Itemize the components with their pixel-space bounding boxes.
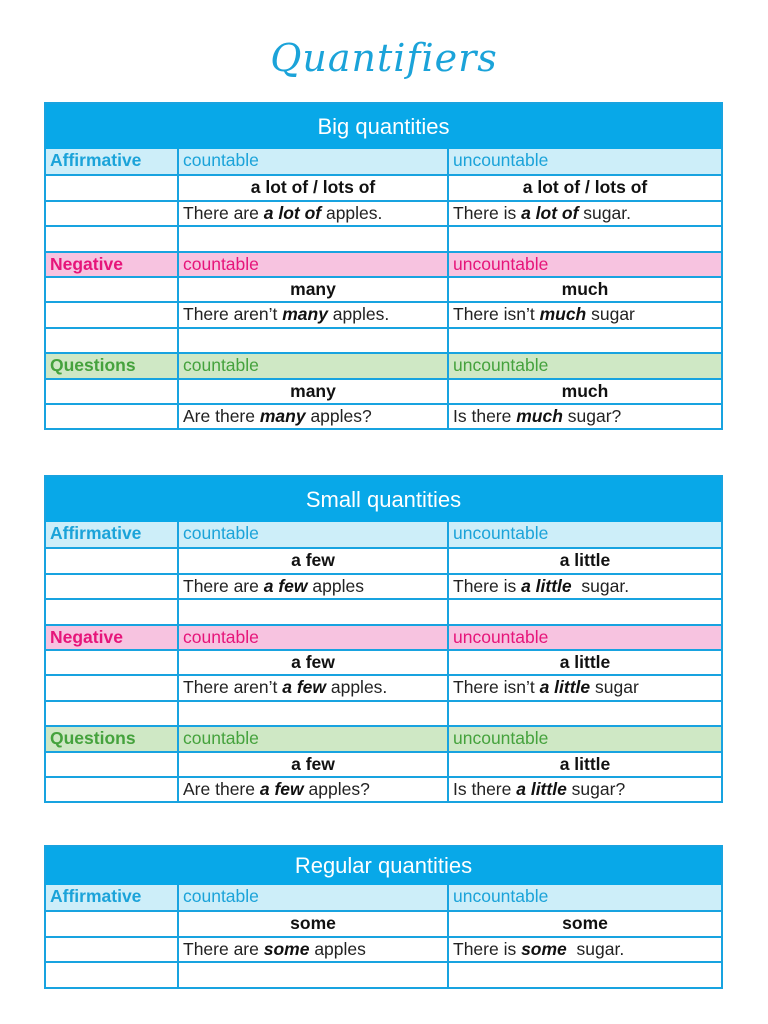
small-quantities-table — [44, 475, 723, 803]
example-countable: There are a few apples — [179, 575, 449, 598]
uncountable-label: uncountable — [449, 727, 721, 750]
questions-label: Questions — [46, 727, 179, 750]
example-uncountable: Is there much sugar? — [453, 405, 622, 426]
example-countable: There are a lot of apples. — [179, 202, 449, 225]
uncountable-label: uncountable — [449, 626, 721, 649]
quantifier-row — [46, 174, 721, 199]
quantifier-countable: a few — [179, 753, 449, 776]
quantifier-countable: a lot of / lots of — [179, 176, 449, 199]
countable-label: countable — [179, 354, 449, 377]
example-row — [46, 674, 721, 699]
page-title: Quantifiers — [270, 36, 498, 80]
example-countable: Are there a few apples? — [179, 778, 449, 801]
uncountable-label: uncountable — [449, 354, 721, 377]
quantifier-row — [46, 547, 721, 572]
example-row — [46, 936, 721, 961]
quantifier-countable: some — [179, 912, 449, 935]
example-uncountable: There is a little sugar. — [453, 575, 630, 596]
quantifier-countable: many — [179, 278, 449, 301]
quantifier-row — [46, 751, 721, 776]
example-row — [46, 573, 721, 598]
quantifier-uncountable: a lot of / lots of — [522, 177, 648, 198]
example-countable: There are some apples — [179, 938, 449, 961]
example-uncountable: There isn’t much sugar — [453, 304, 635, 325]
quantifier-uncountable: a little — [559, 550, 611, 571]
uncountable-label: uncountable — [449, 149, 721, 174]
affirmative-row — [46, 885, 721, 910]
quantifier-uncountable: a little — [559, 753, 611, 774]
example-uncountable: There isn’t a little sugar — [453, 677, 639, 698]
example-row — [46, 403, 721, 428]
quantifier-uncountable: much — [561, 278, 609, 299]
countable-label: countable — [179, 253, 449, 276]
quantifier-uncountable: some — [562, 913, 608, 934]
blank-row — [46, 598, 721, 623]
quantifier-row — [46, 910, 721, 935]
affirmative-row — [46, 149, 721, 174]
quantifier-row — [46, 649, 721, 674]
countable-label: countable — [179, 885, 449, 910]
blank-row — [46, 225, 721, 250]
example-row — [46, 776, 721, 801]
affirmative-row — [46, 522, 721, 547]
countable-label: countable — [179, 149, 449, 174]
negative-label: Negative — [46, 626, 179, 649]
countable-label: countable — [179, 522, 449, 547]
example-uncountable: There is a lot of sugar. — [453, 202, 631, 223]
blank-row — [46, 961, 721, 986]
countable-label: countable — [179, 727, 449, 750]
negative-row — [46, 624, 721, 649]
quantifier-countable: a few — [179, 549, 449, 572]
countable-label: countable — [179, 626, 449, 649]
negative-row — [46, 251, 721, 276]
uncountable-label: uncountable — [449, 253, 721, 276]
example-uncountable: Is there a little sugar? — [453, 778, 626, 799]
example-countable: There aren’t a few apples. — [179, 676, 449, 699]
uncountable-label: uncountable — [449, 885, 721, 910]
regular-quantities-table — [44, 845, 723, 989]
quantifier-countable: a few — [179, 651, 449, 674]
affirmative-label: Affirmative — [46, 885, 179, 910]
big-quantities-table — [44, 102, 723, 430]
example-uncountable: There is some sugar. — [453, 938, 625, 959]
quantifier-row — [46, 378, 721, 403]
quantifier-row — [46, 276, 721, 301]
table-header: Regular quantities — [46, 847, 721, 885]
affirmative-label: Affirmative — [46, 149, 179, 174]
blank-row — [46, 700, 721, 725]
example-row — [46, 200, 721, 225]
example-row — [46, 301, 721, 326]
example-countable: There aren’t many apples. — [179, 303, 449, 326]
questions-row — [46, 725, 721, 750]
quantifier-countable: many — [179, 380, 449, 403]
table-header: Small quantities — [46, 477, 721, 522]
negative-label: Negative — [46, 253, 179, 276]
quantifier-uncountable: much — [561, 380, 609, 401]
affirmative-label: Affirmative — [46, 522, 179, 547]
questions-row — [46, 352, 721, 377]
blank-row — [46, 327, 721, 352]
questions-label: Questions — [46, 354, 179, 377]
table-header: Big quantities — [46, 104, 721, 149]
uncountable-label: uncountable — [449, 522, 721, 547]
quantifier-uncountable: a little — [559, 651, 611, 672]
example-countable: Are there many apples? — [179, 405, 449, 428]
